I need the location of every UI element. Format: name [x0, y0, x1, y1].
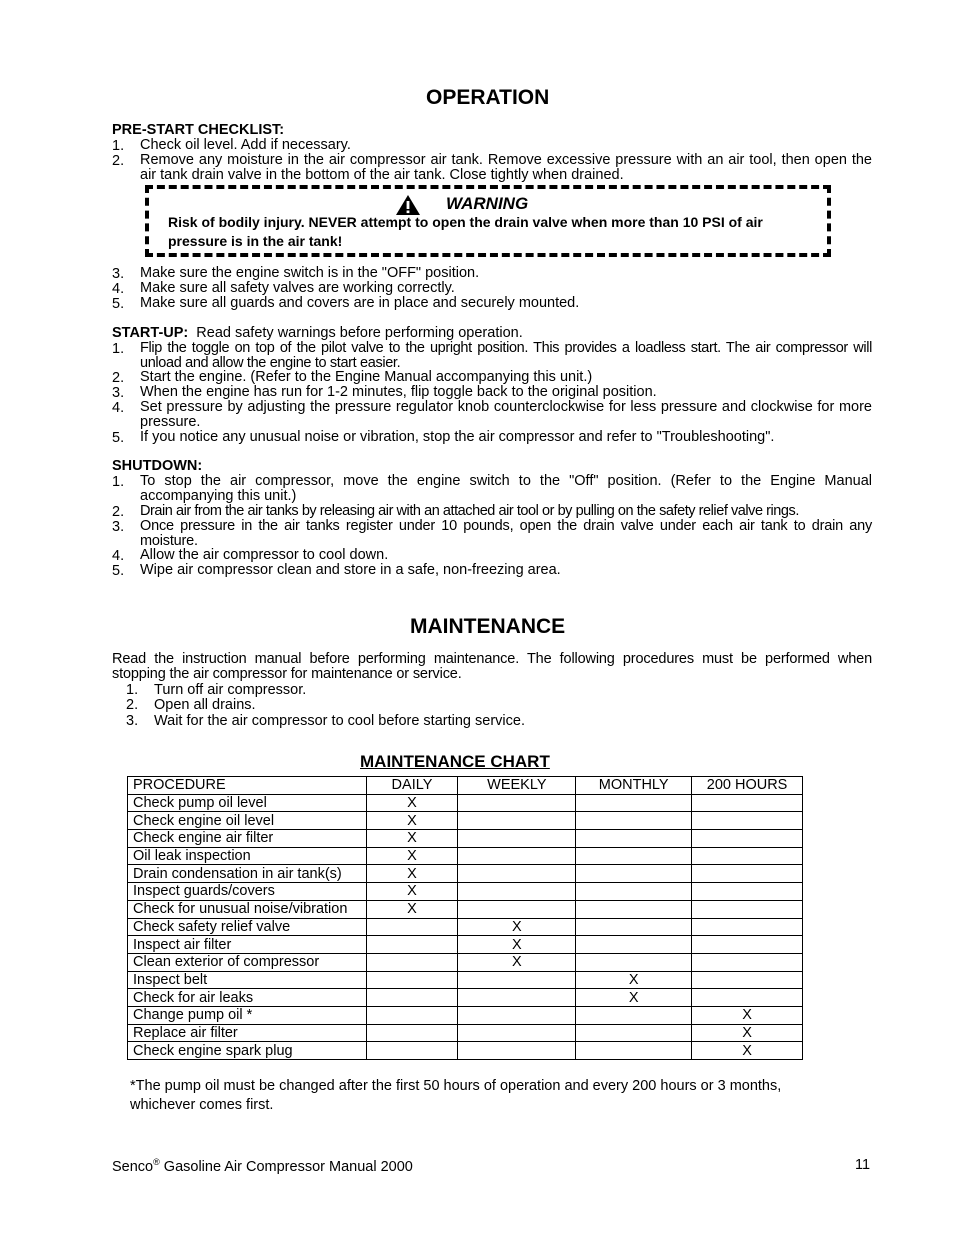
- table-cell: [692, 936, 803, 954]
- table-cell: [576, 953, 692, 971]
- table-cell: X: [576, 989, 692, 1007]
- list-number: 5.: [112, 296, 125, 312]
- table-row: [128, 1042, 803, 1060]
- table-row: [128, 1024, 803, 1042]
- list-number: 3.: [112, 266, 125, 282]
- table-cell: [576, 900, 692, 918]
- table-cell: X: [692, 1006, 803, 1024]
- list-item: Drain air from the air tanks by releasing air with an attached air tool or by pulling on the safety relief valve rings.: [140, 503, 799, 519]
- list-item: Make sure the engine switch is in the "OFF" position.: [140, 265, 480, 281]
- footer-title: [112, 1157, 413, 1175]
- table-cell: [692, 971, 803, 989]
- table-cell: [692, 794, 803, 812]
- footer-manual-title: Gasoline Air Compressor Manual 2000: [159, 1158, 413, 1175]
- table-cell: Check safety relief valve: [128, 918, 367, 936]
- list-number: 4.: [112, 548, 125, 564]
- registered-mark: ®: [153, 1157, 160, 1167]
- shutdown-title: SHUTDOWN:: [112, 458, 203, 474]
- maintenance-footnote: *The pump oil must be changed after the first 50 hours of operation and every 200 hours or 3 months, whichever comes first.: [130, 1078, 782, 1113]
- list-number: 3.: [126, 713, 139, 729]
- table-cell: X: [692, 1024, 803, 1042]
- startup-title: START-UP:: [112, 325, 189, 341]
- table-cell: X: [366, 794, 458, 812]
- list-number: 5.: [112, 430, 125, 446]
- table-cell: [692, 918, 803, 936]
- list-item: To stop the air compressor, move the engine switch to the "Off" position. (Refer to the Engine Manual accompanying this unit.): [140, 473, 872, 504]
- table-cell: X: [458, 936, 576, 954]
- column-header: 200 HOURS: [692, 777, 803, 795]
- table-cell: Oil leak inspection: [128, 847, 367, 865]
- table-cell: [458, 865, 576, 883]
- column-header: DAILY: [366, 777, 458, 795]
- table-row: [128, 883, 803, 901]
- table-cell: [576, 1006, 692, 1024]
- table-cell: [458, 1024, 576, 1042]
- table-cell: [576, 830, 692, 848]
- table-cell: Check pump oil level: [128, 794, 367, 812]
- list-number: 3.: [112, 385, 125, 401]
- prestart-title: PRE-START CHECKLIST:: [112, 122, 285, 138]
- table-cell: Check for unusual noise/vibration: [128, 900, 367, 918]
- table-cell: [692, 989, 803, 1007]
- list-item: Make sure all guards and covers are in place and securely mounted.: [140, 295, 580, 311]
- table-cell: [692, 865, 803, 883]
- list-number: 4.: [112, 400, 125, 416]
- table-cell: [692, 830, 803, 848]
- table-cell: [576, 865, 692, 883]
- list-item: Check oil level. Add if necessary.: [140, 137, 351, 153]
- table-cell: X: [458, 918, 576, 936]
- table-cell: Check for air leaks: [128, 989, 367, 1007]
- list-item: Remove any moisture in the air compressor air tank. Remove excessive pressure with an air tool, then open the air tank drain valve in the bottom of the air tank. Close tightly when drained.: [140, 152, 872, 183]
- table-cell: [366, 989, 458, 1007]
- footer-brand: Senco: [112, 1158, 154, 1175]
- list-item: When the engine has run for 1-2 minutes, flip toggle back to the original position.: [140, 384, 657, 400]
- list-number: 3.: [112, 519, 125, 535]
- table-cell: [458, 900, 576, 918]
- list-number: 1.: [112, 138, 125, 154]
- table-cell: X: [366, 830, 458, 848]
- table-row: [128, 847, 803, 865]
- table-cell: Check engine spark plug: [128, 1042, 367, 1060]
- table-cell: [366, 1006, 458, 1024]
- table-row: [128, 900, 803, 918]
- list-item: Flip the toggle on top of the pilot valve to the upright position. This provides a loadless start. The air compressor will unload and allow the engine to start easier.: [140, 340, 872, 371]
- startup-heading-line: [112, 326, 872, 341]
- table-cell: [576, 1042, 692, 1060]
- table-cell: X: [576, 971, 692, 989]
- warning-text: Risk of bodily injury. NEVER attempt to open the drain valve when more than 10 PSI of air pressure is in the air tank!: [168, 214, 763, 249]
- table-row: [128, 989, 803, 1007]
- table-cell: [576, 883, 692, 901]
- maintenance-chart-table: [127, 776, 803, 1060]
- table-cell: [366, 971, 458, 989]
- table-cell: [458, 1006, 576, 1024]
- list-item: Once pressure in the air tanks register under 10 pounds, open the drain valve under each air tank to drain any moisture.: [140, 518, 872, 549]
- page-number: 11: [855, 1157, 871, 1173]
- maintenance-heading: MAINTENANCE: [410, 615, 566, 638]
- table-row: [128, 1006, 803, 1024]
- table-cell: [692, 953, 803, 971]
- table-cell: Inspect guards/covers: [128, 883, 367, 901]
- table-cell: Change pump oil *: [128, 1006, 367, 1024]
- table-row: [128, 936, 803, 954]
- table-cell: [692, 883, 803, 901]
- list-item: Wipe air compressor clean and store in a safe, non-freezing area.: [140, 562, 561, 578]
- table-cell: Check engine air filter: [128, 830, 367, 848]
- table-cell: [692, 900, 803, 918]
- table-cell: [458, 830, 576, 848]
- list-number: 1.: [112, 474, 125, 490]
- list-number: 1.: [112, 341, 125, 357]
- table-cell: [366, 1024, 458, 1042]
- table-cell: Check engine oil level: [128, 812, 367, 830]
- table-cell: X: [366, 812, 458, 830]
- table-cell: [366, 953, 458, 971]
- table-row: [128, 812, 803, 830]
- table-cell: [576, 918, 692, 936]
- list-number: 2.: [112, 153, 125, 169]
- table-cell: [458, 847, 576, 865]
- table-row: [128, 830, 803, 848]
- table-row: [128, 971, 803, 989]
- table-row: [128, 865, 803, 883]
- table-cell: X: [458, 953, 576, 971]
- table-cell: Inspect air filter: [128, 936, 367, 954]
- list-number: 2.: [126, 697, 139, 713]
- table-row: [128, 794, 803, 812]
- table-cell: [576, 794, 692, 812]
- table-cell: [458, 812, 576, 830]
- warning-title: WARNING: [446, 194, 529, 213]
- table-cell: [458, 971, 576, 989]
- operation-heading: OPERATION: [426, 86, 550, 109]
- list-number: 5.: [112, 563, 125, 579]
- maintenance-chart-title: MAINTENANCE CHART: [360, 752, 550, 771]
- table-cell: Replace air filter: [128, 1024, 367, 1042]
- column-header: PROCEDURE: [128, 777, 367, 795]
- table-row: [128, 953, 803, 971]
- list-item: Start the engine. (Refer to the Engine Manual accompanying this unit.): [140, 369, 593, 385]
- list-item: Set pressure by adjusting the pressure regulator knob counterclockwise for less pressure and clockwise for more pressure.: [140, 399, 872, 430]
- list-number: 4.: [112, 281, 125, 297]
- table-cell: [576, 1024, 692, 1042]
- list-item: Make sure all safety valves are working correctly.: [140, 280, 455, 296]
- list-number: 2.: [112, 504, 125, 520]
- column-header: WEEKLY: [458, 777, 576, 795]
- table-cell: X: [366, 847, 458, 865]
- table-row: [128, 918, 803, 936]
- table-cell: [458, 1042, 576, 1060]
- list-item: Wait for the air compressor to cool before starting service.: [154, 713, 525, 729]
- table-cell: [576, 812, 692, 830]
- list-item: Allow the air compressor to cool down.: [140, 547, 389, 563]
- table-cell: [692, 812, 803, 830]
- column-header: MONTHLY: [576, 777, 692, 795]
- table-cell: [458, 883, 576, 901]
- table-cell: Drain condensation in air tank(s): [128, 865, 367, 883]
- table-cell: X: [366, 883, 458, 901]
- table-cell: [458, 989, 576, 1007]
- table-cell: [692, 847, 803, 865]
- table-cell: X: [366, 900, 458, 918]
- table-cell: X: [366, 865, 458, 883]
- table-cell: Inspect belt: [128, 971, 367, 989]
- table-cell: [576, 936, 692, 954]
- list-item: If you notice any unusual noise or vibration, stop the air compressor and refer to "Troubleshooting".: [140, 429, 775, 445]
- table-cell: [366, 1042, 458, 1060]
- table-header-row: [128, 777, 803, 795]
- maintenance-intro: Read the instruction manual before performing maintenance. The following procedures must be performed when stopping the air compressor for maintenance or service.: [112, 651, 872, 682]
- table-cell: [366, 936, 458, 954]
- list-number: 1.: [126, 682, 139, 698]
- table-cell: Clean exterior of compressor: [128, 953, 367, 971]
- startup-intro: Read safety warnings before performing operation.: [196, 325, 523, 341]
- table-cell: X: [692, 1042, 803, 1060]
- list-item: Turn off air compressor.: [154, 682, 307, 698]
- table-cell: [576, 847, 692, 865]
- table-cell: [366, 918, 458, 936]
- list-item: Open all drains.: [154, 697, 256, 713]
- table-cell: [458, 794, 576, 812]
- list-number: 2.: [112, 370, 125, 386]
